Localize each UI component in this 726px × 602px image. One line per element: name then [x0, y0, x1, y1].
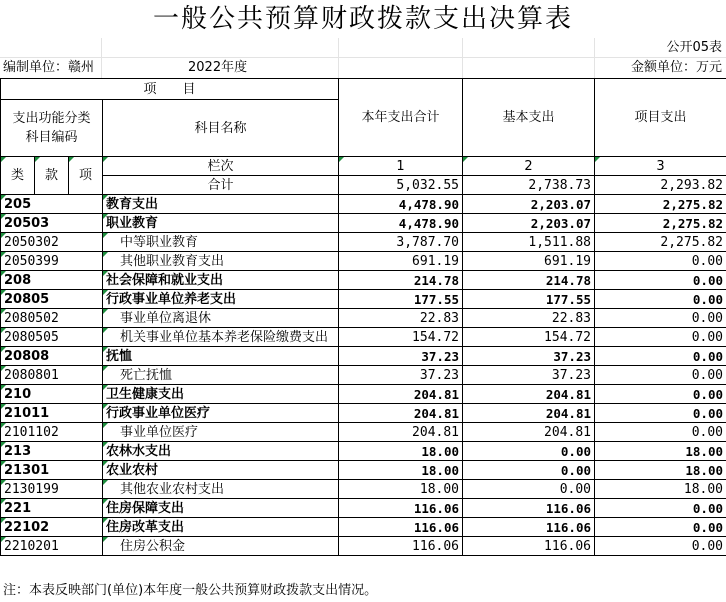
row-total: 204.81: [339, 404, 463, 423]
header-total: 本年支出合计: [339, 79, 463, 157]
table-row: [1, 214, 726, 233]
row-code: 22102: [1, 518, 103, 537]
row-code: 205: [1, 195, 103, 214]
header-basic: 基本支出: [463, 79, 595, 157]
row-basic: 204.81: [463, 404, 595, 423]
total-basic: 2,738.73: [463, 176, 595, 195]
total-amount: 5,032.55: [339, 176, 463, 195]
row-name: 事业单位医疗: [103, 423, 339, 442]
lanci-label: 栏次: [103, 157, 339, 176]
fiscal-year: 2022年度: [188, 60, 248, 75]
row-total: 691.19: [339, 252, 463, 271]
form-number: 公开05表: [666, 40, 722, 55]
table-row: [1, 480, 726, 499]
row-project: 0.00: [595, 347, 726, 366]
row-code: 2080505: [1, 328, 103, 347]
row-name: 中等职业教育: [103, 233, 339, 252]
row-total: 4,478.90: [339, 195, 463, 214]
row-code: 210: [1, 385, 103, 404]
row-name: 农林水支出: [103, 442, 339, 461]
row-project: 18.00: [595, 442, 726, 461]
row-code: 20503: [1, 214, 103, 233]
row-basic: 37.23: [463, 366, 595, 385]
row-basic: 1,511.88: [463, 233, 595, 252]
row-total: 18.00: [339, 442, 463, 461]
row-total: 177.55: [339, 290, 463, 309]
row-name: 行政事业单位医疗: [103, 404, 339, 423]
page-title: 一般公共预算财政拨款支出决算表: [152, 4, 573, 34]
row-basic: 116.06: [463, 518, 595, 537]
row-project: 2,275.82: [595, 195, 726, 214]
row-basic: 214.78: [463, 271, 595, 290]
table-row: [1, 423, 726, 442]
row-name: 职业教育: [103, 214, 339, 233]
index-1: 1: [339, 157, 463, 176]
row-code: 2210201: [1, 537, 103, 556]
row-code: 221: [1, 499, 103, 518]
index-row: [1, 157, 726, 176]
row-code: 2050302: [1, 233, 103, 252]
table-row: [1, 290, 726, 309]
index-2: 2: [463, 157, 595, 176]
row-name: 行政事业单位养老支出: [103, 290, 339, 309]
header-subject-name: 科目名称: [103, 100, 339, 157]
row-code: 213: [1, 442, 103, 461]
total-project: 2,293.82: [595, 176, 726, 195]
row-code: 20805: [1, 290, 103, 309]
row-name: 住房改革支出: [103, 518, 339, 537]
row-project: 0.00: [595, 385, 726, 404]
row-basic: 204.81: [463, 423, 595, 442]
row-name: 卫生健康支出: [103, 385, 339, 404]
row-project: 2,275.82: [595, 233, 726, 252]
table-row: [1, 518, 726, 537]
row-basic: 37.23: [463, 347, 595, 366]
row-project: 2,275.82: [595, 214, 726, 233]
row-total: 18.00: [339, 461, 463, 480]
row-name: 住房保障支出: [103, 499, 339, 518]
row-basic: 2,203.07: [463, 214, 595, 233]
row-basic: 22.83: [463, 309, 595, 328]
row-name: 住房公积金: [103, 537, 339, 556]
row-basic: 116.06: [463, 499, 595, 518]
header-project: 项 目: [1, 79, 339, 100]
row-code: 2101102: [1, 423, 103, 442]
table-row: [1, 537, 726, 556]
table-row: [1, 499, 726, 518]
row-project: 0.00: [595, 404, 726, 423]
row-total: 37.23: [339, 366, 463, 385]
header-row-1: [1, 79, 726, 100]
row-name: 其他职业教育支出: [103, 252, 339, 271]
row-total: 18.00: [339, 480, 463, 499]
row-code: 2080801: [1, 366, 103, 385]
row-code: 21011: [1, 404, 103, 423]
row-name: 机关事业单位基本养老保险缴费支出: [103, 328, 339, 347]
table-row: [1, 404, 726, 423]
row-total: 116.06: [339, 518, 463, 537]
reporting-unit: 编制单位：赣州: [3, 60, 95, 75]
row-name: 事业单位离退休: [103, 309, 339, 328]
row-code: 208: [1, 271, 103, 290]
index-3: 3: [595, 157, 726, 176]
row-name: 抚恤: [103, 347, 339, 366]
table-row: [1, 328, 726, 347]
row-basic: 154.72: [463, 328, 595, 347]
row-project: 0.00: [595, 271, 726, 290]
row-total: 116.06: [339, 537, 463, 556]
row-name: 教育支出: [103, 195, 339, 214]
row-code: 20808: [1, 347, 103, 366]
table-row: [1, 252, 726, 271]
table-row: [1, 385, 726, 404]
header-lei: 类: [1, 157, 35, 195]
row-project: 0.00: [595, 290, 726, 309]
row-total: 37.23: [339, 347, 463, 366]
row-code: 2080502: [1, 309, 103, 328]
row-name: 农业农村: [103, 461, 339, 480]
table-row: [1, 442, 726, 461]
row-project: 18.00: [595, 480, 726, 499]
table-row: [1, 347, 726, 366]
row-basic: 116.06: [463, 537, 595, 556]
sheet-gridlines: [0, 38, 726, 78]
footnote: 注：本表反映部门(单位)本年度一般公共预算财政拨款支出情况。: [3, 583, 378, 598]
table-row: [1, 195, 726, 214]
row-project: 0.00: [595, 518, 726, 537]
row-total: 22.83: [339, 309, 463, 328]
row-project: 0.00: [595, 537, 726, 556]
total-row: [1, 176, 726, 195]
table-row: [1, 309, 726, 328]
row-project: 0.00: [595, 366, 726, 385]
row-basic: 691.19: [463, 252, 595, 271]
row-total: 204.81: [339, 423, 463, 442]
row-name: 死亡抚恤: [103, 366, 339, 385]
row-project: 0.00: [595, 423, 726, 442]
expenditure-table: [0, 78, 726, 556]
currency-unit: 金额单位：万元: [630, 60, 722, 75]
table-row: [1, 233, 726, 252]
row-code: 2050399: [1, 252, 103, 271]
header-xiang: 项: [69, 157, 103, 195]
row-basic: 0.00: [463, 461, 595, 480]
row-basic: 204.81: [463, 385, 595, 404]
row-basic: 177.55: [463, 290, 595, 309]
row-total: 204.81: [339, 385, 463, 404]
header-kuan: 款: [35, 157, 69, 195]
row-total: 154.72: [339, 328, 463, 347]
row-total: 4,478.90: [339, 214, 463, 233]
row-total: 214.78: [339, 271, 463, 290]
row-project: 0.00: [595, 328, 726, 347]
row-name: 其他农业农村支出: [103, 480, 339, 499]
row-basic: 0.00: [463, 442, 595, 461]
row-code: 21301: [1, 461, 103, 480]
row-name: 社会保障和就业支出: [103, 271, 339, 290]
header-func-code: 支出功能分类 科目编码: [1, 100, 103, 157]
header-project-exp: 项目支出: [595, 79, 726, 157]
row-basic: 2,203.07: [463, 195, 595, 214]
total-label: 合计: [103, 176, 339, 195]
table-row: [1, 271, 726, 290]
row-project: 18.00: [595, 461, 726, 480]
row-total: 116.06: [339, 499, 463, 518]
row-code: 2130199: [1, 480, 103, 499]
row-project: 0.00: [595, 252, 726, 271]
table-row: [1, 366, 726, 385]
table-row: [1, 461, 726, 480]
row-project: 0.00: [595, 309, 726, 328]
row-project: 0.00: [595, 499, 726, 518]
row-basic: 0.00: [463, 480, 595, 499]
row-total: 3,787.70: [339, 233, 463, 252]
